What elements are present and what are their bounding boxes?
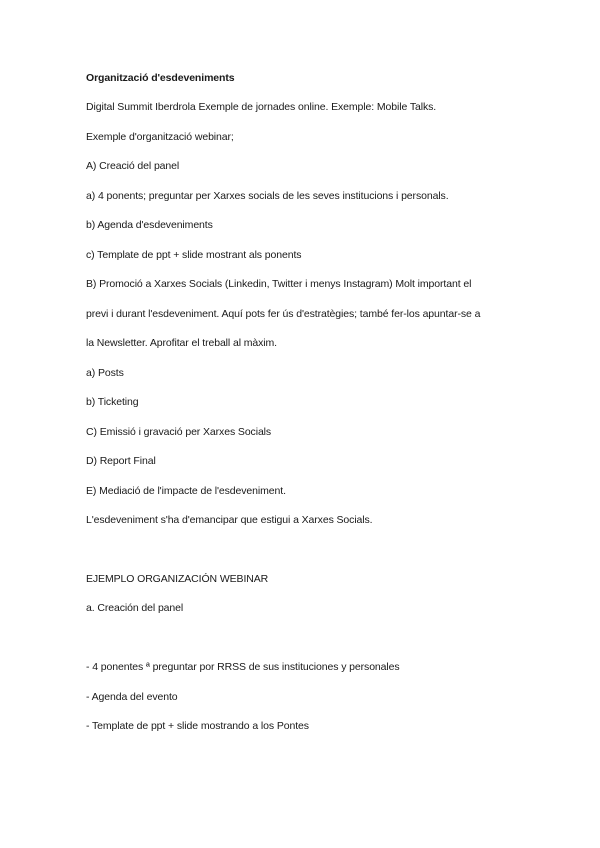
paragraph-line: Digital Summit Iberdrola Exemple de jornades online. Exemple: Mobile Talks. <box>86 101 437 113</box>
spanish-section-line: - Template de ppt + slide mostrando a los Pontes <box>86 720 309 732</box>
paragraph-line: L'esdeveniment s'ha d'emancipar que estigui a Xarxes Socials. <box>86 514 373 526</box>
paragraph-line: E) Mediació de l'impacte de l'esdeveniment. <box>86 485 286 497</box>
paragraph-line: a) 4 ponents; preguntar per Xarxes socials de les seves institucions i personals. <box>86 190 449 202</box>
spanish-section-heading: EJEMPLO ORGANIZACIÓN WEBINAR <box>86 573 269 585</box>
spanish-section-line: - Agenda del evento <box>86 691 178 703</box>
paragraph-line: la Newsletter. Aprofitar el treball al màxim. <box>86 337 277 349</box>
paragraph-line: previ i durant l'esdeveniment. Aquí pots fer ús d'estratègies; també fer-los apuntar-se a <box>86 308 481 320</box>
paragraph-line: A) Creació del panel <box>86 160 180 172</box>
paragraph-line: c) Template de ppt + slide mostrant als ponents <box>86 249 302 261</box>
paragraph-line: D) Report Final <box>86 455 156 467</box>
paragraph-line: b) Agenda d'esdeveniments <box>86 219 213 231</box>
spanish-section-line: a. Creación del panel <box>86 602 184 614</box>
paragraph-line: B) Promoció a Xarxes Socials (Linkedin, Twitter i menys Instagram) Molt important el <box>86 278 472 290</box>
paragraph-line: b) Ticketing <box>86 396 139 408</box>
spanish-section-line: - 4 ponentes ª preguntar por RRSS de sus instituciones y personales <box>86 661 400 673</box>
paragraph-line: C) Emissió i gravació per Xarxes Socials <box>86 426 272 438</box>
document-title: Organització d'esdeveniments <box>86 72 235 84</box>
paragraph-line: Exemple d'organització webinar; <box>86 131 234 143</box>
paragraph-line: a) Posts <box>86 367 124 379</box>
